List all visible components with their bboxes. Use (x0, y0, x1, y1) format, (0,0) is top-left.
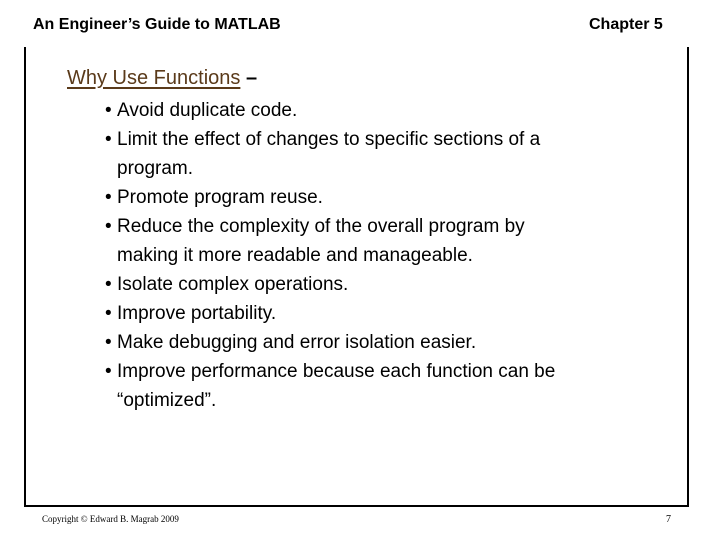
list-item-text: Reduce the complexity of the overall program by (117, 216, 525, 237)
list-item (105, 125, 685, 183)
list-item-text: Improve performance because each function can be (117, 361, 556, 382)
list-item-text-continued: “optimized”. (117, 390, 217, 411)
list-item-text-continued: program. (117, 158, 194, 179)
list-item-text: Promote program reuse. (117, 187, 323, 208)
bullet-icon: • (105, 303, 112, 324)
copyright-notice: Copyright © Edward B. Magrab 2009 (42, 514, 179, 524)
section-title (67, 66, 257, 90)
list-item (105, 96, 685, 125)
bullet-list (105, 96, 685, 415)
bullet-icon: • (105, 187, 112, 208)
list-item-text: Limit the effect of changes to specific sections of a (117, 129, 541, 150)
book-title: An Engineer’s Guide to MATLAB (33, 16, 281, 33)
bullet-icon: • (105, 216, 112, 237)
page-number: 7 (666, 514, 671, 525)
section-title-dash: – (240, 67, 258, 89)
bullet-icon: • (105, 332, 112, 353)
bullet-icon: • (105, 274, 112, 295)
list-item-text-continued: making it more readable and manageable. (117, 245, 473, 266)
list-item (105, 328, 685, 357)
bullet-icon: • (105, 129, 112, 150)
bullet-icon: • (105, 100, 112, 121)
list-item (105, 212, 685, 270)
list-item (105, 183, 685, 212)
list-item (105, 357, 685, 415)
list-item-text: Improve portability. (117, 303, 277, 324)
section-title-text: Why Use Functions (67, 67, 241, 89)
list-item-text: Make debugging and error isolation easier. (117, 332, 477, 353)
list-item-text: Avoid duplicate code. (117, 100, 298, 121)
bullet-icon: • (105, 361, 112, 382)
list-item-text: Isolate complex operations. (117, 274, 349, 295)
list-item (105, 270, 685, 299)
chapter-label: Chapter 5 (589, 16, 663, 33)
list-item (105, 299, 685, 328)
